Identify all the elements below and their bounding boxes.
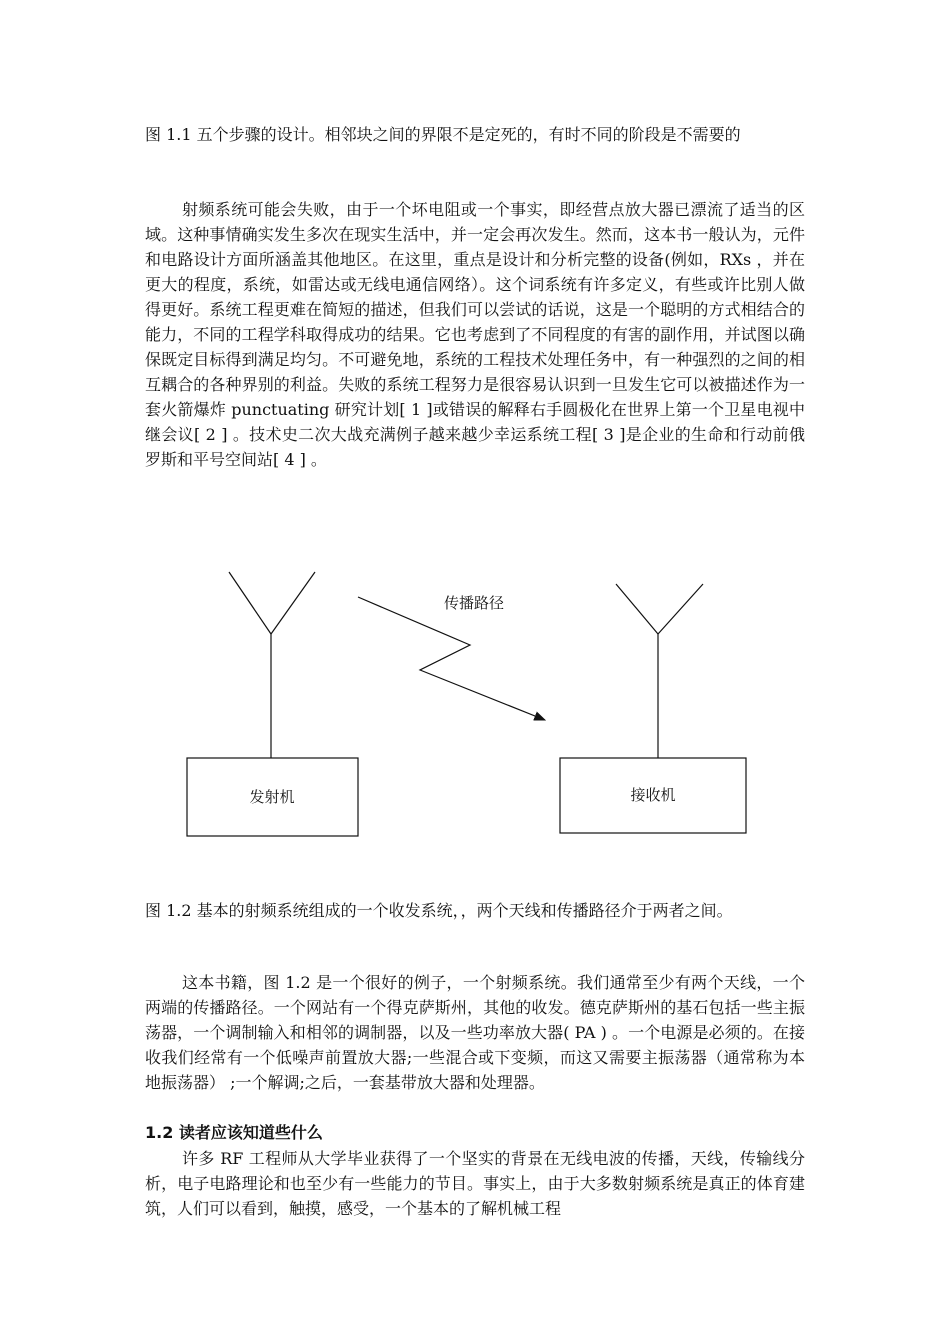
receiver-label: 接收机	[630, 786, 676, 804]
figure-1-2-caption: 图 1.2 基本的射频系统组成的一个收发系统，，两个天线和传播路径介于两者之间。	[145, 901, 733, 920]
propagation-path-arrow	[358, 597, 545, 720]
body-paragraph-2: 这本书籍，图 1.2 是一个很好的例子，一个射频系统。我们通常至少有两个天线，一个两端的传播路径。一个网站有一个得克萨斯州，其他的收发。德克萨斯州的基石包括一些主振荡器，一个调制输入和相邻的调制器，以及一些功率放大器( PA ) 。一个电源是必须的。在接收我们经常有一个低噪声前置放大器;一些混合或下变频，而这又需要主振荡器（通常称为本地振荡器） ;一个解调;之后，一套基带放大器和处理器。	[145, 973, 805, 1092]
transmitter-label: 发射机	[249, 788, 295, 806]
figure-1-1-caption: 图 1.1 五个步骤的设计。相邻块之间的界限不是定死的，有时不同的阶段是不需要的	[145, 125, 741, 144]
propagation-path-label: 传播路径	[443, 594, 505, 612]
transmit-antenna	[229, 572, 315, 758]
body-paragraph-3: 许多 RF 工程师从大学毕业获得了一个坚实的背景在无线电波的传播，天线，传输线分析，电子电路理论和也至少有一些能力的节目。事实上，由于大多数射频系统是真正的体育建筑，人们可以看到，触摸，感受，一个基本的了解机械工程	[145, 1149, 805, 1218]
body-paragraph-1: 射频系统可能会失败，由于一个坏电阻或一个事实，即经营点放大器已漂流了适当的区域。这种事情确实发生多次在现实生活中，并一定会再次发生。然而，这本书一般认为，元件和电路设计方面所涵盖其他地区。在这里，重点是设计和分析完整的设备(例如，RXs ，并在更大的程度，系统，如雷达或无线电通信网络）。这个词系统有许多定义，有些或许比别人做得更好。系统工程更难在简短的描述，但我们可以尝试的话说，这是一个聪明的方式相结合的能力，不同的工程学科取得成功的结果。它也考虑到了不同程度的有害的副作用，并试图以确保既定目标得到满足均匀。不可避免地，系统的工程技术处理任务中，有一种强烈的之间的相互耦合的各种界别的利益。失败的系统工程努力是很容易认识到一旦发生它可以被描述作为一套火箭爆炸 punctuating 研究计划[ 1 ]或错误的解释右手圆极化在世界上第一个卫星电视中继会议[ 2 ] 。技术史二次大战充满例子越来越少幸运系统工程[ 3 ]是企业的生命和行动前俄罗斯和平号空间站[ 4 ] 。	[145, 200, 805, 469]
receive-antenna	[616, 584, 703, 758]
section-heading-1-2: 1.2 读者应该知道些什么	[145, 1123, 323, 1142]
